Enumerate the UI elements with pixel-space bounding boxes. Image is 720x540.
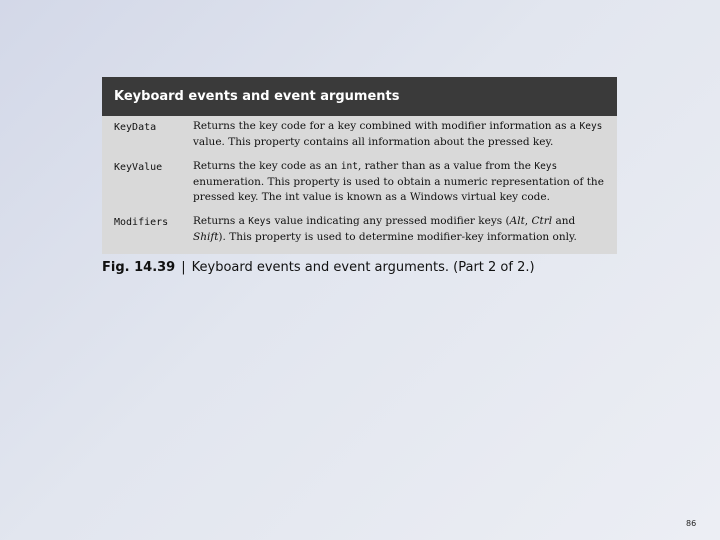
desc-code: Keys [579,121,603,132]
properties-table [102,77,617,254]
desc-italic: Alt [509,215,525,227]
property-name: Modifiers [114,217,169,228]
page-number: 86 [686,519,697,528]
table-row [102,119,617,159]
property-description [193,119,617,150]
desc-text: ). This property is used to determine modifier-key information only. [218,230,577,243]
desc-text: Returns the key code for a key combined with modifier information as a [193,120,580,132]
desc-code: Keys [248,216,272,227]
desc-text: enumeration. This property is used to obtain a numeric representation of the pressed key. The int value is known as a Windows virtual key code. [193,175,604,203]
desc-text: , rather than as a value from the [357,160,535,172]
table-body [102,116,617,252]
property-name: KeyData [114,122,157,133]
figure-number: Fig. 14.39 [102,260,176,275]
desc-text: , [524,215,532,227]
table-row [102,159,617,214]
table-row [102,214,617,252]
property-description [193,214,617,245]
desc-text: Returns a [193,215,249,227]
property-description [193,159,617,206]
desc-italic: Shift [193,230,219,243]
desc-text: and [552,215,576,227]
desc-italic: Ctrl [531,215,553,227]
table-header: Keyboard events and event arguments [102,77,617,116]
caption-separator: | [181,260,186,275]
property-name: KeyValue [114,162,163,173]
desc-text: Returns the key code as an [193,160,341,172]
desc-text: value. This property contains all information about the pressed key. [193,135,554,148]
desc-code: int [340,161,358,172]
caption-text: Keyboard events and event arguments. (Part 2 of 2.) [191,260,535,275]
desc-text: value indicating any pressed modifier keys ( [271,215,510,227]
desc-code: Keys [534,161,558,172]
figure-caption [102,260,622,275]
